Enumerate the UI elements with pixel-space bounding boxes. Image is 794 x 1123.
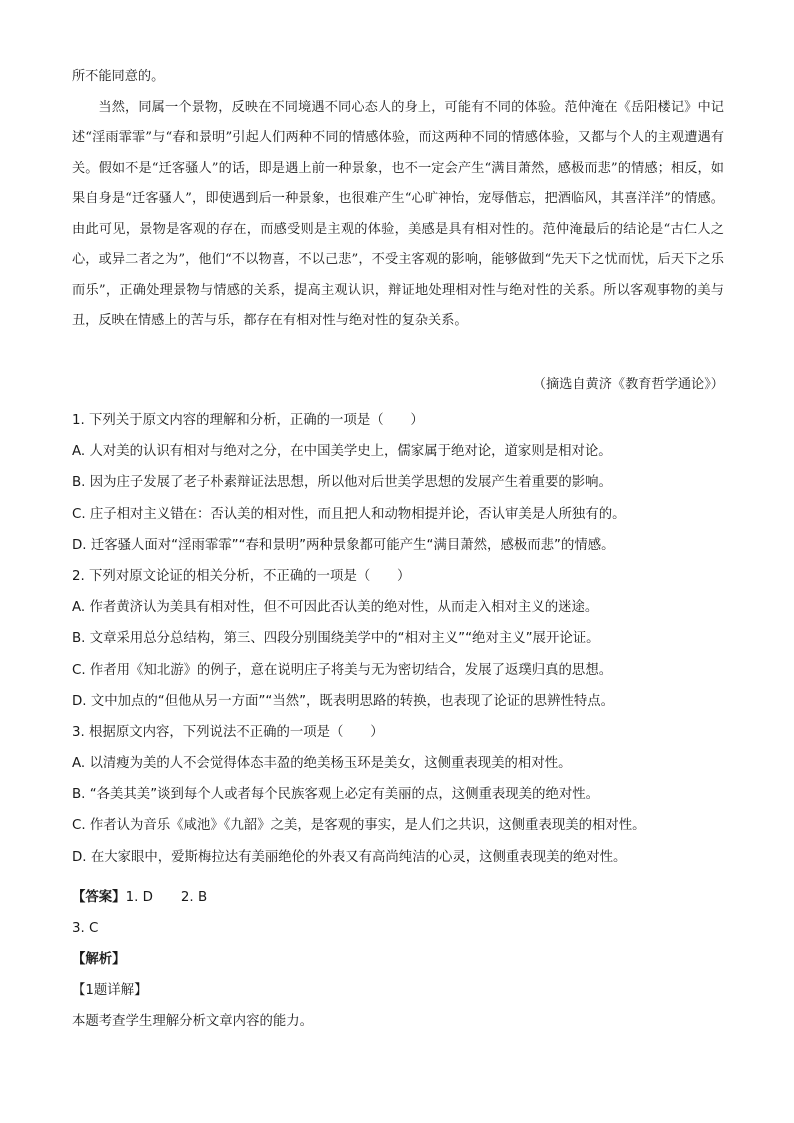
passage-top-line: 所不能同意的。: [72, 69, 165, 84]
passage-paragraph: 当然，同属一个景物，反映在不同境遇不同心态人的身上，可能有不同的体验。范仲淹在《岳阳楼记》中记述“淫雨霏霏”与“春和景明”引起人们两种不同的情感体验，而这两种不同的情感体验，又都与个人的主观遭遇有关。假如不是“迁客骚人”的话，即是遇上前一种景象，也不一定会产生“满目萧然，感极而悲”的情感；相反，如果自身是“迁客骚人”，即使遇到后一种景象，也很难产生“心旷神怡，宠辱偕忘，把酒临风，其喜洋洋”的情感。由此可见，景物是客观的存在，而感受则是主观的体验，美感是具有相对性的。范仲淹最后的结论是“古仁人之心，或异二者之为”，他们“不以物喜，不以己悲”，不受主客观的影响，能够做到“先天下之忧而忧，后天下之乐而乐”，正确处理景物与情感的关系，提高主观认识，辩证地处理相对性与绝对性的关系。所以客观事物的美与丑，反映在情感上的苦与乐，都存在有相对性与绝对性的复杂关系。: [72, 99, 724, 328]
question-3-option-d: D. 在大家眼中，爱斯梅拉达有美丽绝伦的外表又有高尚纯洁的心灵，这侧重表现美的绝对性。: [72, 849, 627, 865]
question-2-option-a: A. 作者黄济认为美具有相对性，但不可因此否认美的绝对性，从而走入相对主义的迷途。: [72, 600, 599, 616]
question-3-stem: 3. 根据原文内容，下列说法不正确的一项是（ ）: [72, 724, 384, 740]
question-1-option-c: C. 庄子相对主义错在：否认美的相对性，而且把人和动物相提并论，否认审美是人所独有的。: [72, 506, 626, 522]
questions: [72, 405, 732, 873]
question-3-option-b: B. “各美其美”谈到每个人或者每个民族客观上必定有美丽的点，这侧重表现美的绝对性。: [72, 787, 600, 803]
question-2-option-c: C. 作者用《知北游》的例子，意在说明庄子将美与无为密切结合，发展了返璞归真的思想。: [72, 662, 613, 678]
analysis-label: 【解析】: [72, 952, 126, 967]
passage: [72, 62, 724, 337]
answer-label: 【答案】: [72, 890, 126, 905]
question-2-option-d: D. 文中加点的“但他从另一方面”“当然”，既表明思路的转换，也表现了论证的思辨性特点。: [72, 693, 615, 709]
answer-section: [72, 882, 732, 1037]
question-2-stem: 2. 下列对原文论证的相关分析，不正确的一项是（ ）: [72, 568, 411, 584]
answer-1: 1. D: [125, 890, 153, 905]
question-1-option-d: D. 迁客骚人面对“淫雨霏霏”“春和景明”两种景象都可能产生“满目萧然，感极而悲”的情感。: [72, 537, 615, 553]
question-1-option-b: B. 因为庄子发展了老子朴素辩证法思想，所以他对后世美学思想的发展产生着重要的影响。: [72, 475, 612, 491]
answer-2: 2. B: [180, 890, 208, 905]
question-1-option-a: A. 人对美的认识有相对与绝对之分，在中国美学史上，儒家属于绝对论，道家则是相对论。: [72, 444, 612, 460]
question-3-option-a: A. 以清瘦为美的人不会觉得体态丰盈的绝美杨玉环是美女，这侧重表现美的相对性。: [72, 756, 572, 772]
analysis-q1-label: 【1题详解】: [72, 983, 148, 998]
answer-3: 3. C: [72, 921, 99, 936]
analysis-q1-text: 本题考查学生理解分析文章内容的能力。: [72, 1014, 314, 1029]
question-3-option-c: C. 作者认为音乐《咸池》《九韶》之美，是客观的事实，是人们之共识，这侧重表现美的相对性。: [72, 818, 646, 834]
question-1-stem: 1. 下列关于原文内容的理解和分析，正确的一项是（ ）: [72, 413, 424, 428]
answer-line: [72, 882, 732, 913]
question-2-option-b: B. 文章采用总分总结构，第三、四段分别围绕美学中的“相对主义”“绝对主义”展开论证。: [72, 631, 600, 647]
passage-source: （摘选自黄济《教育哲学通论》）: [532, 377, 724, 392]
